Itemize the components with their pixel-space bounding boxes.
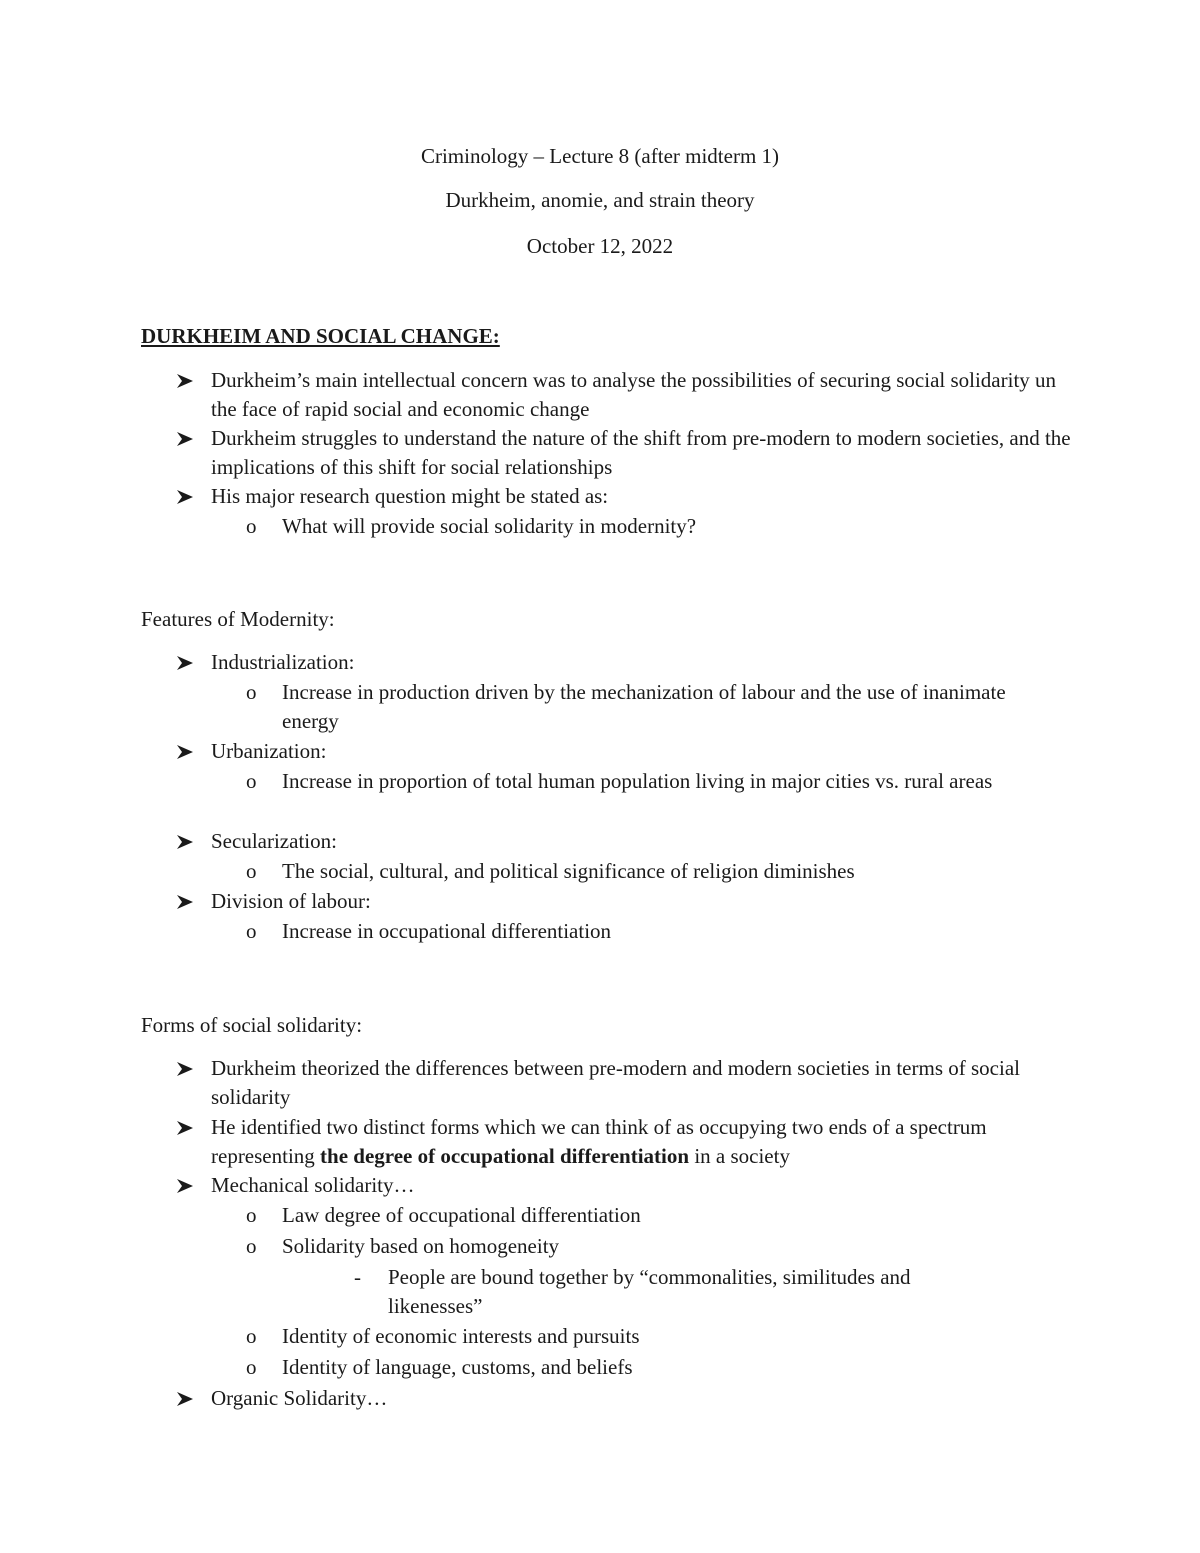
list-item xyxy=(176,1384,1076,1413)
arrowhead-bullet-icon xyxy=(176,424,211,447)
list-item xyxy=(176,737,1076,766)
list-item-text: Organic Solidarity… xyxy=(211,1386,388,1410)
arrowhead-bullet-icon xyxy=(176,1171,211,1194)
list-item-text-part: in a society xyxy=(689,1144,790,1168)
sub-list-item-text: Increase in production driven by the mechanization of labour and the use of inanimate energy xyxy=(282,680,1006,733)
list-item-text: Durkheim struggles to understand the nature of the shift from pre-modern to modern societies, and the implications of this shift for social relationships xyxy=(211,426,1071,479)
sub-bullet-marker: o xyxy=(246,1234,257,1258)
sub-list-item-text: Increase in proportion of total human population living in major cities vs. rural areas xyxy=(282,769,993,793)
section-heading-features-of-modernity: Features of Modernity: xyxy=(141,607,335,631)
sub-list-item xyxy=(246,1201,1046,1230)
arrowhead-bullet-icon xyxy=(176,737,211,760)
list-item-text: Secularization: xyxy=(211,829,337,853)
sub-list-item xyxy=(246,512,1046,541)
list-item-text: His major research question might be stated as: xyxy=(211,484,609,508)
sub-bullet-marker: o xyxy=(246,1203,257,1227)
sub-bullet-marker: o xyxy=(246,859,257,883)
arrowhead-bullet-icon xyxy=(176,827,211,850)
list-item-text: Industrialization: xyxy=(211,650,355,674)
sub-list-item xyxy=(246,857,1046,886)
sub-list-item-text: What will provide social solidarity in modernity? xyxy=(282,514,697,538)
sub-sub-list-item xyxy=(354,1263,1004,1321)
arrowhead-bullet-icon xyxy=(176,648,211,671)
document-subtitle: Durkheim, anomie, and strain theory xyxy=(445,188,755,212)
list-item xyxy=(176,424,1076,482)
sub-list-item-text: Solidarity based on homogeneity xyxy=(282,1234,560,1258)
list-item-text xyxy=(211,1113,1076,1171)
sub-bullet-marker: o xyxy=(246,769,257,793)
sub-list-item-text: Identity of language, customs, and beliefs xyxy=(282,1355,633,1379)
list-item xyxy=(176,827,1076,856)
list-item xyxy=(176,1113,1076,1171)
sub-list-item-text: Increase in occupational differentiation xyxy=(282,919,612,943)
document-title: Criminology – Lecture 8 (after midterm 1) xyxy=(420,144,780,168)
list-item-text: Urbanization: xyxy=(211,739,327,763)
list-item-text: Durkheim theorized the differences between pre-modern and modern societies in terms of social solidarity xyxy=(211,1056,1020,1109)
sub-bullet-marker: o xyxy=(246,1324,257,1348)
list-item-text: Mechanical solidarity… xyxy=(211,1173,415,1197)
arrowhead-bullet-icon xyxy=(176,482,211,505)
emphasis-text: the degree of occupational differentiation xyxy=(320,1144,690,1168)
list-item xyxy=(176,1054,1076,1112)
section-heading-forms-of-social-solidarity: Forms of social solidarity: xyxy=(141,1013,363,1037)
list-item-text: Division of labour: xyxy=(211,889,371,913)
sub-list-item xyxy=(246,1322,1046,1351)
sub-bullet-marker: o xyxy=(246,680,257,704)
list-item xyxy=(176,887,1076,916)
sub-list-item-text: Identity of economic interests and pursuits xyxy=(282,1324,640,1348)
arrowhead-bullet-icon xyxy=(176,887,211,910)
sub-list-item xyxy=(246,678,1046,736)
dash-bullet-marker: - xyxy=(354,1265,361,1289)
section-heading-durkheim-social-change: DURKHEIM AND SOCIAL CHANGE: xyxy=(141,324,500,348)
sub-bullet-marker: o xyxy=(246,919,257,943)
arrowhead-bullet-icon xyxy=(176,1384,211,1407)
list-item-text-part: He identified two distinct forms which we can think of as occupying two ends of a spectrum representing xyxy=(211,1115,987,1168)
sub-bullet-marker: o xyxy=(246,1355,257,1379)
document-date: October 12, 2022 xyxy=(526,234,674,258)
sub-list-item xyxy=(246,917,1046,946)
arrowhead-bullet-icon xyxy=(176,1054,211,1077)
sub-list-item-text: Law degree of occupational differentiation xyxy=(282,1203,641,1227)
list-item xyxy=(176,366,1076,424)
sub-sub-list-item-text: People are bound together by “commonalities, similitudes and likenesses” xyxy=(388,1265,911,1318)
sub-bullet-marker: o xyxy=(246,514,257,538)
arrowhead-bullet-icon xyxy=(176,366,211,389)
sub-list-item-text: The social, cultural, and political significance of religion diminishes xyxy=(282,859,855,883)
sub-list-item xyxy=(246,767,1046,796)
sub-list-item xyxy=(246,1353,1046,1382)
list-item xyxy=(176,1171,1076,1200)
arrowhead-bullet-icon xyxy=(176,1113,211,1136)
list-item xyxy=(176,482,1076,511)
list-item-text: Durkheim’s main intellectual concern was to analyse the possibilities of securing social solidarity un the face of rapid social and economic change xyxy=(211,368,1057,421)
sub-list-item xyxy=(246,1232,1046,1261)
list-item xyxy=(176,648,1076,677)
